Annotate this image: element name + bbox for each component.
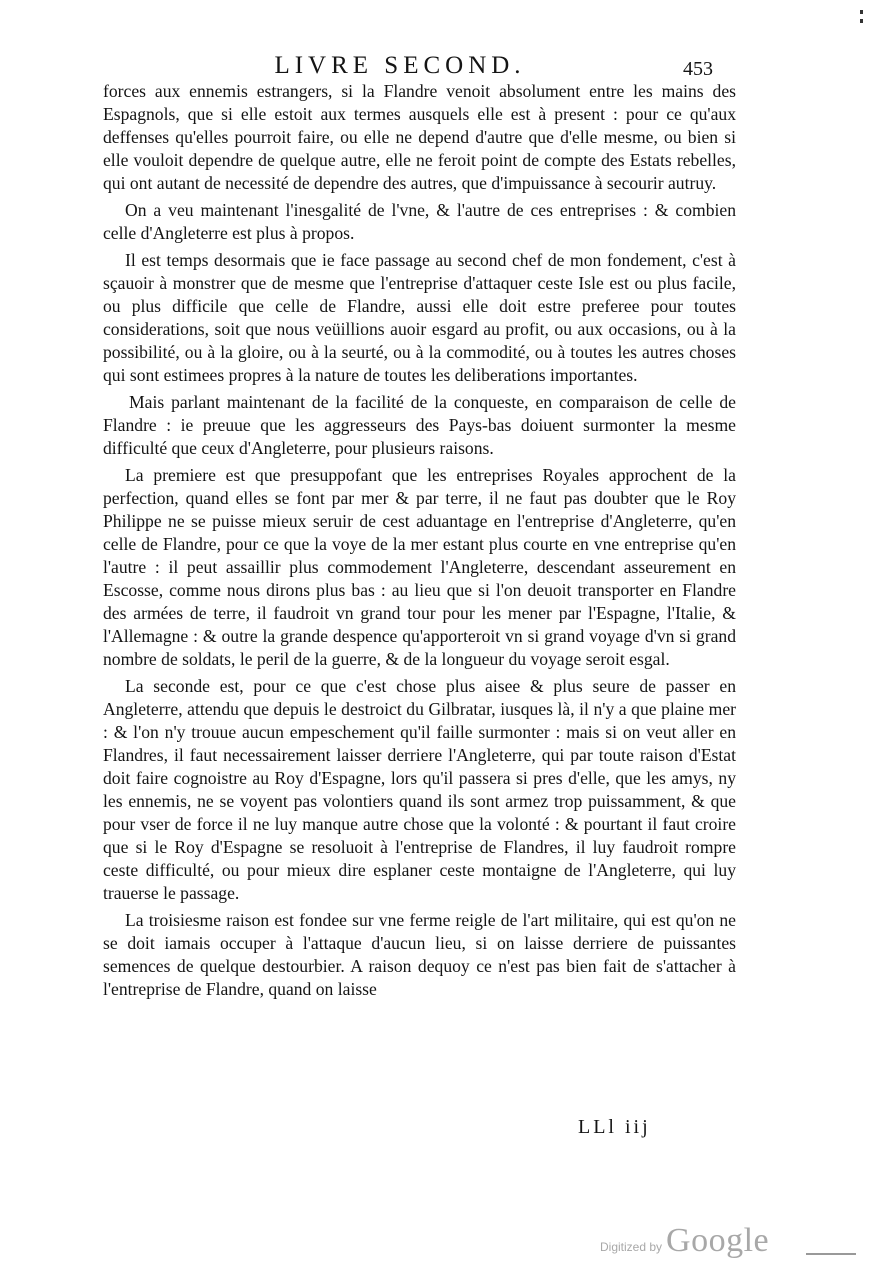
digitized-by-label: Digitized by <box>600 1240 663 1254</box>
digitized-watermark <box>600 1222 769 1260</box>
page-number: 453 <box>683 58 713 80</box>
paragraph: La seconde est, pour ce que c'est chose plus aisee & plus seure de passer en Angleterre, attendu que depuis le destroict du Gilbratar, iusques là, il n'y a que plaine mer : & l'on n'y trouue aucun empeschement qu'il faille surmonter : mais si on veut aller en Flandres, il faut necessairement laisser derriere l'Angleterre, qui par toute raison d'Estat doit faire cognoistre au Roy d'Espagne, lors qu'il passera si pres d'elle, que les amys, ny les ennemis, ne se voyent pas volontiers quand ils sont armez trop puissamment, & que pour vser de force il ne luy manque autre chose que la volonté : & pourtant il faut croire que si le Roy d'Espagne se resoluoit à l'entreprise de Flandres, il luy faudroit rompre ceste difficulté, ou pour mieux dire esplaner ceste montaigne de l'Angleterre, qui luy trauerse le passage. <box>103 676 736 903</box>
paragraph: On a veu maintenant l'inesgalité de l'vne, & l'autre de ces entreprises : & combien celle d'Angleterre est plus à propos. <box>103 200 736 243</box>
margin-marks <box>860 10 863 32</box>
paragraph: Mais parlant maintenant de la facilité de la conqueste, en comparaison de celle de Flandre : ie preuue que les aggresseurs des Pays-bas doiuent surmonter la mesme difficulté que ceux d'Angleterre, pour plusieurs raisons. <box>103 392 736 458</box>
body-text <box>103 80 736 1005</box>
paragraph: La premiere est que presuppofant que les entreprises Royales approchent de la perfection, quand elles se font par mer & par terre, il ne faut pas doubter que le Roy Philippe ne se puisse mieux seruir de cest aduantage en l'entreprise d'Angleterre, qu'en celle de Flandre, pour ce que la voye de la mer estant plus courte en vne entreprise qu'en l'autre : il peut assaillir plus commodement l'Angleterre, descendant asseurement en Escosse, comme nous dirons plus bas : au lieu que si l'on deuoit transporter en Flandre des armées de terre, il faudroit vn grand tour pour les mener par l'Espagne, l'Italie, & l'Allemagne : & outre la grande despence qu'apporteroit vn si grand voyage d'vn si grand nombre de soldats, le peril de la guerre, & de la longueur du voyage seroit esgal. <box>103 465 736 669</box>
running-head: LIVRE SECOND. <box>274 52 526 79</box>
paragraph: La troisiesme raison est fondee sur vne ferme reigle de l'art militaire, qui est qu'on ne se doit iamais occuper à l'attaque d'aucun lieu, si on laisse derriere de puissantes semences de quelque destourbier. A raison dequoy ce n'est pas bien fait de s'attacher à l'entreprise de Flandre, quand on laisse <box>103 910 736 999</box>
bottom-rule <box>806 1253 856 1255</box>
signature-mark: LLl iij <box>578 1116 651 1138</box>
google-logo: Google <box>666 1222 770 1259</box>
paragraph: forces aux ennemis estrangers, si la Flandre venoit absolument entre les mains des Espagnols, que si elle estoit aux termes ausquels elle est à present : pour ce qu'aux deffenses qu'elles pourroit faire, ou elle ne depend d'autre que d'elle mesme, ou bien si elle vouloit dependre de quelque autre, elle ne feroit point de compte des Estats rebelles, qui ont autant de necessité de dependre des autres, que d'impuissance à secourir autruy. <box>103 81 736 193</box>
paragraph: Il est temps desormais que ie face passage au second chef de mon fondement, c'est à sçauoir à monstrer que de mesme que l'entreprise d'attaquer ceste Isle est ou plus facile, ou plus difficile que celle de Flandre, aussi elle doit estre preferee pour toutes considerations, soit que nous veüillions auoir esgard au profit, ou aux occasions, ou à la possibilité, ou à la gloire, ou à la seurté, ou à la commodité, ou à toutes les autres choses qui sont estimees propres à la nature de toutes les deliberations importantes. <box>103 250 736 385</box>
